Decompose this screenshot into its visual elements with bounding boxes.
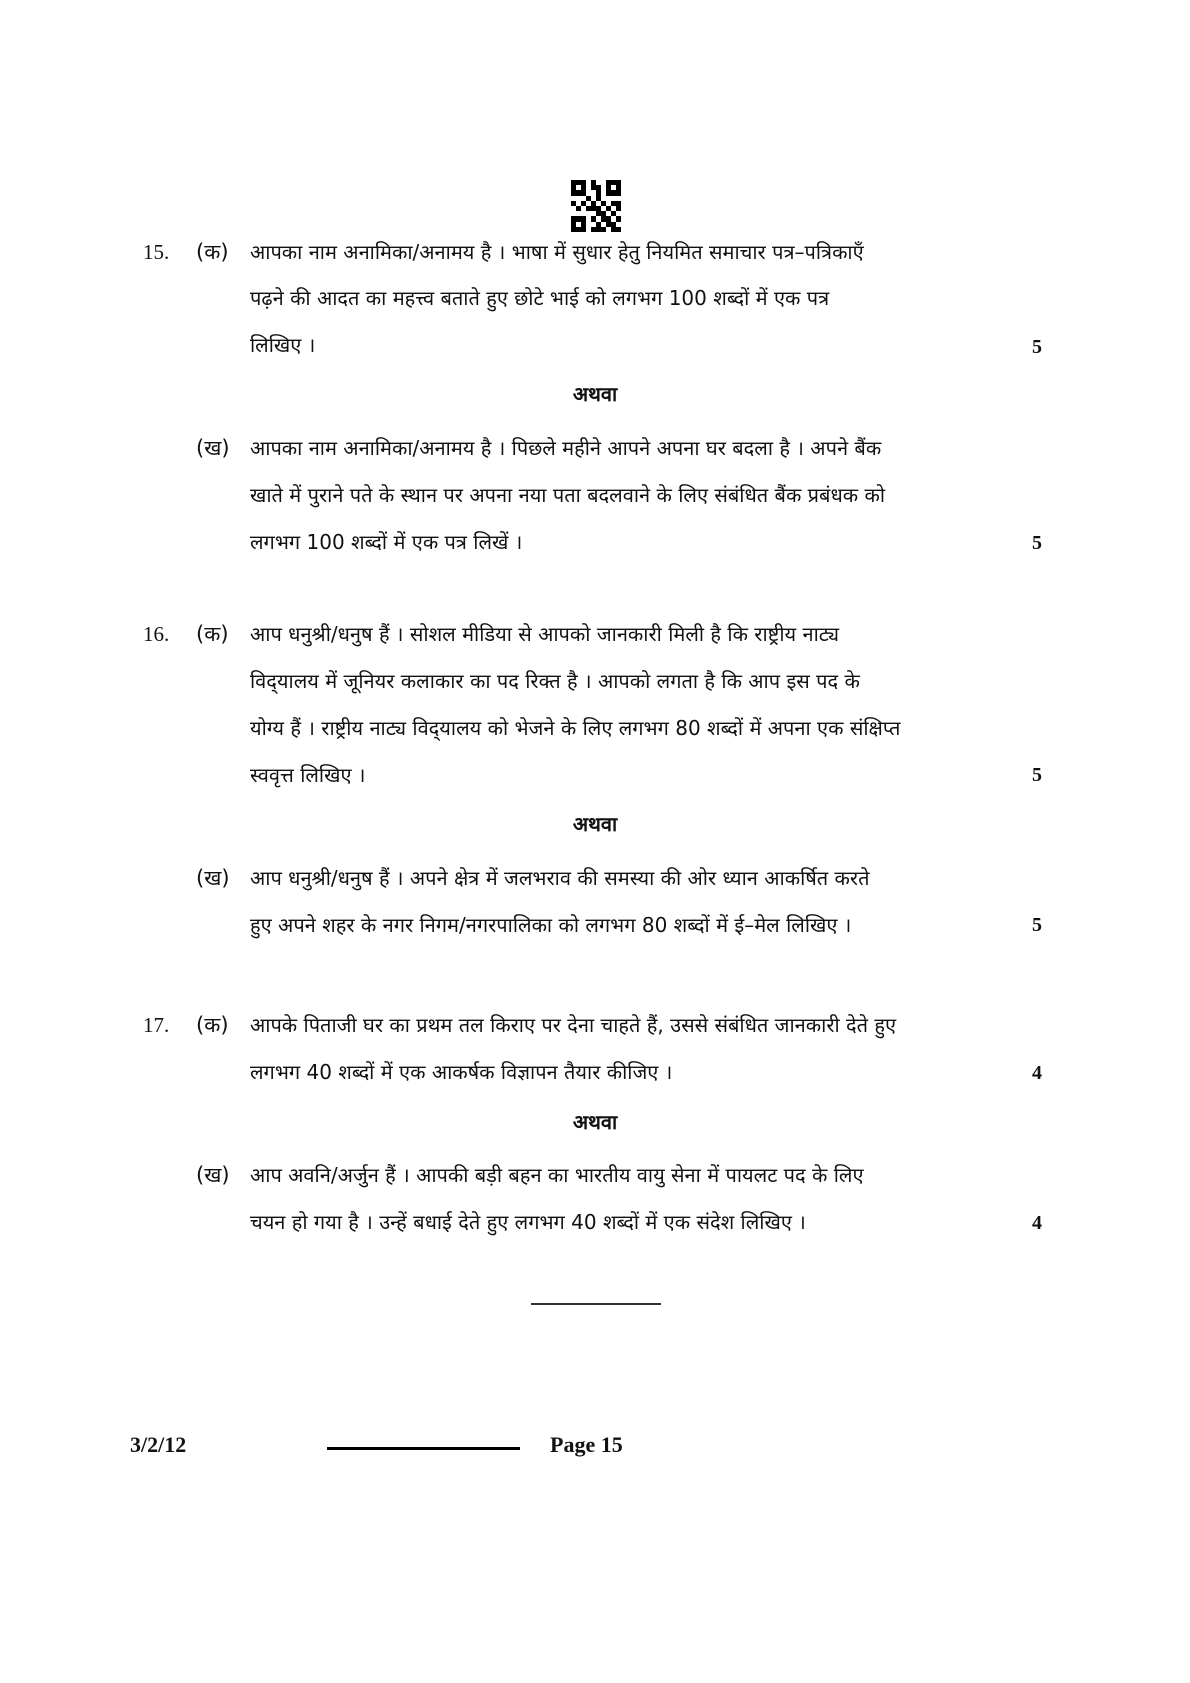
part-label-kha: (ख)	[196, 436, 230, 460]
part-label-ka: (क)	[196, 1013, 229, 1037]
part-label-ka: (क)	[196, 622, 229, 646]
question-text-line: खाते में पुराने पते के स्थान पर अपना नया पता बदलवाने के लिए संबंधित बैंक प्रबंधक को	[250, 483, 886, 507]
question-text-line: आपका नाम अनामिका/अनामय है । पिछले महीने आपने अपना घर बदला है । अपने बैंक	[250, 436, 882, 460]
part-label-kha: (ख)	[196, 866, 230, 890]
or-separator: अथवा	[572, 812, 618, 836]
marks: 5	[1032, 532, 1042, 554]
question-text-line: आप धनुश्री/धनुष हैं । अपने क्षेत्र में जलभराव की समस्या की ओर ध्यान आकर्षित करते	[250, 866, 870, 890]
question-text-line: लगभग 100 शब्दों में एक पत्र लिखें ।	[250, 530, 523, 554]
question-text-line: लिखिए ।	[250, 333, 316, 357]
question-text-line: हुए अपने शहर के नगर निगम/नगरपालिका को लगभग 80 शब्दों में ई–मेल लिखिए ।	[250, 913, 852, 937]
question-number: 16.	[143, 622, 170, 646]
question-number: 15.	[143, 240, 170, 264]
question-text-line: योग्य हैं । राष्ट्रीय नाट्य विद्‌यालय को भेजने के लिए लगभग 80 शब्दों में अपना एक संक्षिप्त	[250, 716, 901, 740]
question-text-line: आपके पिताजी घर का प्रथम तल किराए पर देना चाहते हैं, उससे संबंधित जानकारी देते हुए	[250, 1013, 897, 1037]
paper-code: 3/2/12	[130, 1432, 187, 1457]
marks: 4	[1032, 1062, 1042, 1084]
question-text-line: आपका नाम अनामिका/अनामय है । भाषा में सुधार हेतु नियमित समाचार पत्र–पत्रिकाएँ	[250, 240, 864, 264]
end-divider	[531, 1303, 661, 1305]
marks: 5	[1032, 336, 1042, 358]
marks: 5	[1032, 764, 1042, 786]
question-text-line: आप धनुश्री/धनुष हैं । सोशल मीडिया से आपको जानकारी मिली है कि राष्ट्रीय नाट्य	[250, 622, 840, 646]
page-number: Page 15	[550, 1432, 623, 1457]
qr-code-icon	[571, 180, 621, 232]
question-text-line: स्ववृत्त लिखिए ।	[250, 763, 366, 787]
part-label-ka: (क)	[196, 240, 229, 264]
question-text-line: चयन हो गया है । उन्हें बधाई देते हुए लगभग 40 शब्दों में एक संदेश लिखिए ।	[250, 1210, 806, 1234]
footer-rule	[327, 1447, 520, 1450]
question-text-line: आप अवनि/अर्जुन हैं । आपकी बड़ी बहन का भारतीय वायु सेना में पायलट पद के लिए	[250, 1163, 864, 1187]
question-text-line: लगभग 40 शब्दों में एक आकर्षक विज्ञापन तैयार कीजिए ।	[250, 1060, 673, 1084]
or-separator: अथवा	[572, 382, 618, 406]
question-number: 17.	[143, 1013, 170, 1037]
part-label-kha: (ख)	[196, 1163, 230, 1187]
question-text-line: विद्‌यालय में जूनियर कलाकार का पद रिक्त है । आपको लगता है कि आप इस पद के	[250, 669, 860, 693]
question-text-line: पढ़ने की आदत का महत्त्व बताते हुए छोटे भाई को लगभग 100 शब्दों में एक पत्र	[250, 286, 830, 310]
marks: 5	[1032, 914, 1042, 936]
or-separator: अथवा	[572, 1110, 618, 1134]
marks: 4	[1032, 1212, 1042, 1234]
